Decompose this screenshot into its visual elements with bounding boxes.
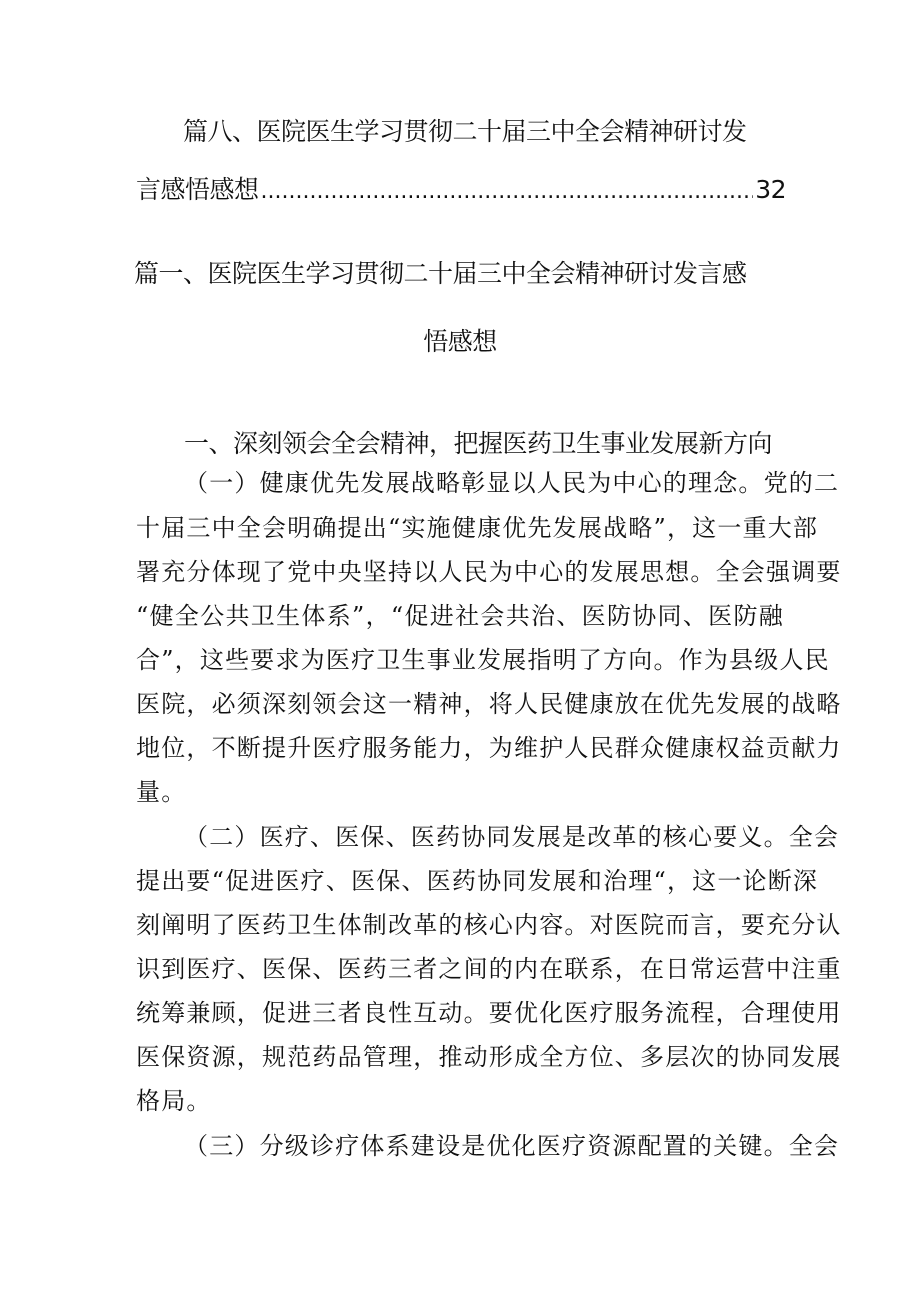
paragraph-1-line: 地位，不断提升医疗服务能力，为维护人民群众健康权益贡献力: [136, 734, 842, 762]
paragraph-2-line: 格局。: [136, 1087, 212, 1115]
toc-leader-dots: [261, 179, 754, 204]
document-title-line1: 篇一、医院医生学习贯彻二十届三中全会精神研讨发言感: [134, 259, 747, 288]
paragraph-1-line: “健全公共卫生体系”，“促进社会共治、医防协同、医防融: [136, 602, 784, 630]
paragraph-1-line: 合”，这些要求为医疗卫生事业发展指明了方向。作为县级人民: [136, 646, 830, 674]
toc-page-number: 32: [755, 175, 786, 204]
paragraph-2-line: 识到医疗、医保、医药三者之间的内在联系，在日常运营中注重: [136, 955, 842, 983]
paragraph-2-line: 统筹兼顾，促进三者良性互动。要优化医疗服务流程，合理使用: [136, 999, 842, 1027]
paragraph-1-line: （一）健康优先发展战略彰显以人民为中心的理念。党的二: [184, 469, 840, 497]
paragraph-1-line: 医院，必须深刻领会这一精神，将人民健康放在优先发展的战略: [136, 690, 842, 718]
paragraph-3-line: （三）分级诊疗体系建设是优化医疗资源配置的关键。全会: [184, 1132, 840, 1160]
paragraph-1-line: 十届三中全会明确提出“实施健康优先发展战略”，这一重大部: [136, 514, 819, 542]
paragraph-1-line: 署充分体现了党中央坚持以人民为中心的发展思想。全会强调要: [136, 558, 842, 586]
section-heading: 一、深刻领会全会精神，把握医药卫生事业发展新方向: [184, 429, 773, 458]
paragraph-2-line: （二）医疗、医保、医药协同发展是改革的核心要义。全会: [184, 823, 840, 851]
toc-entry-line2: [136, 170, 786, 206]
paragraph-2-line: 刻阐明了医药卫生体制改革的核心内容。对医院而言，要充分认: [136, 911, 842, 939]
paragraph-2-line: 提出要“促进医疗、医保、医药协同发展和治理“，这一论断深: [136, 867, 819, 895]
paragraph-1-line: 量。: [136, 778, 187, 806]
toc-entry-title-line1: 篇八、医院医生学习贯彻二十届三中全会精神研讨发: [183, 117, 747, 146]
document-title-line2: 悟感想: [423, 327, 497, 356]
paragraph-2-line: 医保资源，规范药品管理，推动形成全方位、多层次的协同发展: [136, 1043, 842, 1071]
toc-entry-title-line2: 言感悟感想: [136, 175, 259, 204]
